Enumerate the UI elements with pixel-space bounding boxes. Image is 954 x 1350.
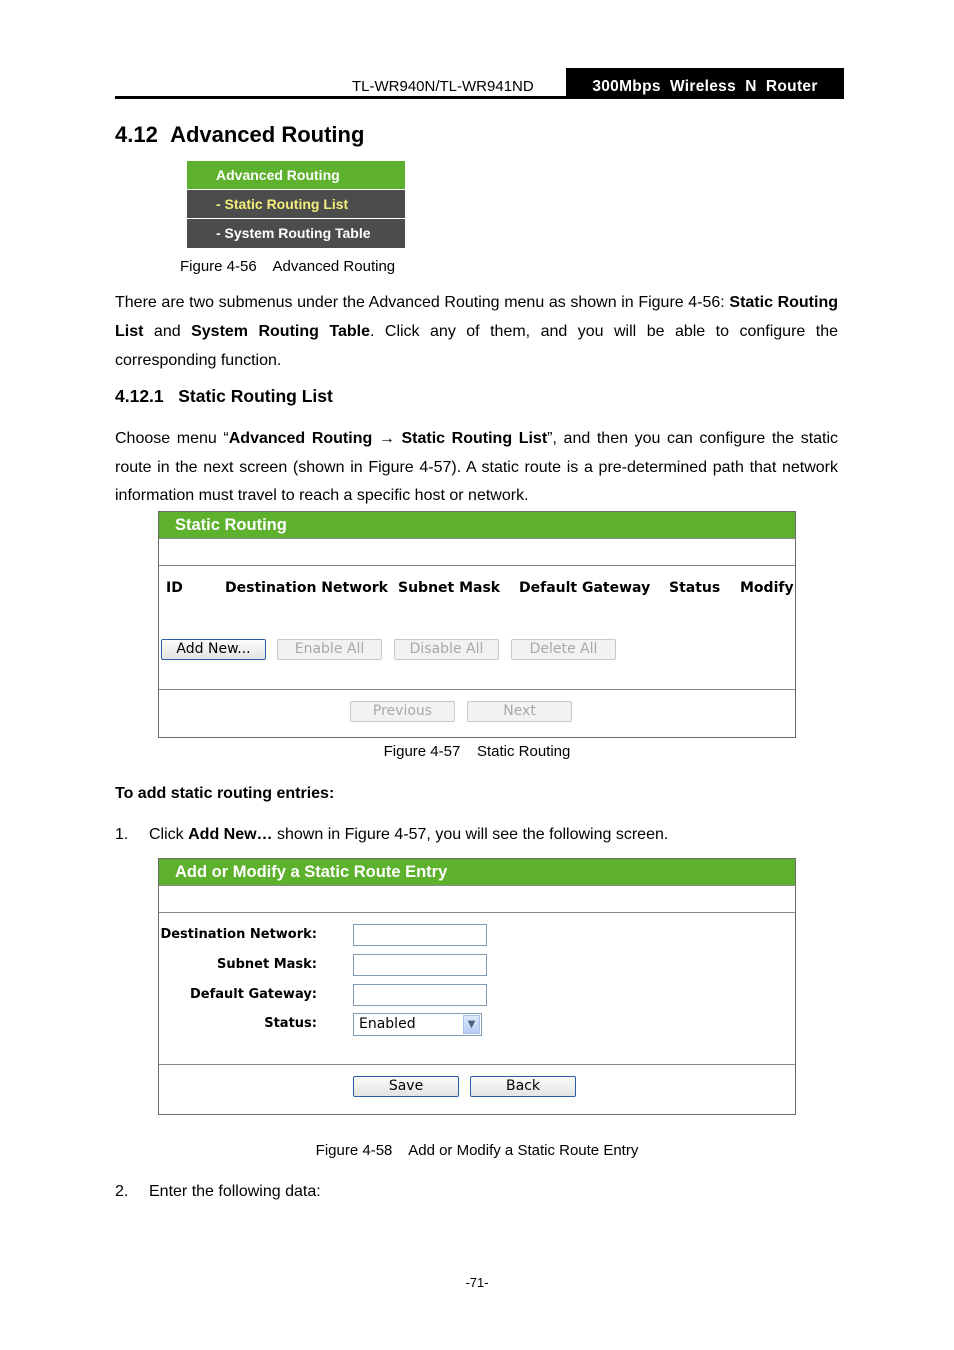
back-button[interactable]: Back [470,1076,576,1097]
choose-text-2: ”, and then you can configure the static route in the next screen (shown in Figure 4-57). A static route is a pre-determined path that network information must travel to reach a specific host or network. [115,430,839,504]
step-2-text: Enter the following data: [149,1183,321,1200]
step-2-number: 2. [115,1183,129,1200]
choose-text-1: Choose menu “ [115,430,229,447]
destination-network-input[interactable] [353,924,487,946]
intro-bold-1: Static Routing List [115,294,839,340]
step-1-bold: Add New… [188,826,273,843]
subsection-heading [115,386,333,407]
divider [159,885,795,886]
disable-all-button[interactable]: Disable All [394,639,499,660]
header-rule [115,96,844,99]
label-default-gateway: Default Gateway: [189,987,317,1002]
intro-text-2: and [143,323,192,340]
divider [159,538,795,539]
divider [159,912,795,913]
choose-bold-1: Advanced Routing [228,430,373,447]
next-button[interactable]: Next [467,701,572,722]
entry-form-title: Add or Modify a Static Route Entry [159,859,795,885]
page-number: -71- [465,1275,489,1290]
static-route-entry-panel [158,858,796,1115]
section-heading [115,122,364,148]
intro-bold-2: System Routing Table [191,323,370,340]
delete-all-button[interactable]: Delete All [511,639,616,660]
header-model: TL-WR940N/TL-WR941ND [352,78,534,95]
figure-caption-4-56: Figure 4-56 Advanced Routing [180,258,396,275]
column-default-gateway: Default Gateway [519,580,651,596]
figure-caption-4-58: Figure 4-58 Add or Modify a Static Route Entry [315,1142,639,1159]
subsection-number: 4.12.1 [115,386,164,406]
steps-heading: To add static routing entries: [115,785,335,802]
divider [159,565,795,566]
static-routing-panel [158,511,796,738]
choose-bold-2: Static Routing List [401,430,548,447]
menu-item-system-routing-table[interactable]: - System Routing Table [187,219,405,248]
status-select[interactable] [353,1013,482,1036]
add-new-button[interactable]: Add New... [161,639,266,660]
menu-item-static-routing-list[interactable]: - Static Routing List [187,190,405,219]
label-destination-network: Destination Network: [160,927,317,942]
step-1-text-a: Click [149,826,189,843]
advanced-routing-menu [187,161,405,248]
intro-text-3: . Click any of them, and you will be able to configure the corresponding function. [115,323,839,369]
section-title: Advanced Routing [170,122,365,147]
column-subnet-mask: Subnet Mask [398,580,501,596]
choose-paragraph [115,425,838,511]
step-1-text [149,826,668,844]
column-status: Status [669,580,721,596]
static-routing-title: Static Routing [159,512,795,538]
column-modify: Modify [740,580,794,596]
enable-all-button[interactable]: Enable All [277,639,382,660]
label-status: Status: [264,1016,317,1031]
previous-button[interactable]: Previous [350,701,455,722]
step-1-number: 1. [115,826,129,843]
default-gateway-input[interactable] [353,984,487,1006]
subsection-title: Static Routing List [178,386,333,406]
column-id: ID [166,580,183,596]
menu-item-advanced-routing[interactable]: Advanced Routing [187,161,405,190]
divider [159,1064,795,1065]
header-product: 300Mbps Wireless N Router [566,68,844,99]
label-subnet-mask: Subnet Mask: [216,957,317,972]
intro-text-1: There are two submenus under the Advanced Routing menu as shown in Figure 4-56: [115,294,730,311]
intro-paragraph [115,288,838,375]
column-destination-network: Destination Network [225,580,388,596]
divider [159,689,795,690]
step-1-text-b: shown in Figure 4-57, you will see the following screen. [272,826,669,843]
section-number: 4.12 [115,122,158,147]
arrow-icon: → [372,430,402,447]
chevron-down-icon[interactable]: ▼ [463,1015,480,1034]
figure-caption-4-57: Figure 4-57 Static Routing [383,743,571,760]
status-select-value: Enabled [359,1016,416,1032]
save-button[interactable]: Save [353,1076,459,1097]
subnet-mask-input[interactable] [353,954,487,976]
